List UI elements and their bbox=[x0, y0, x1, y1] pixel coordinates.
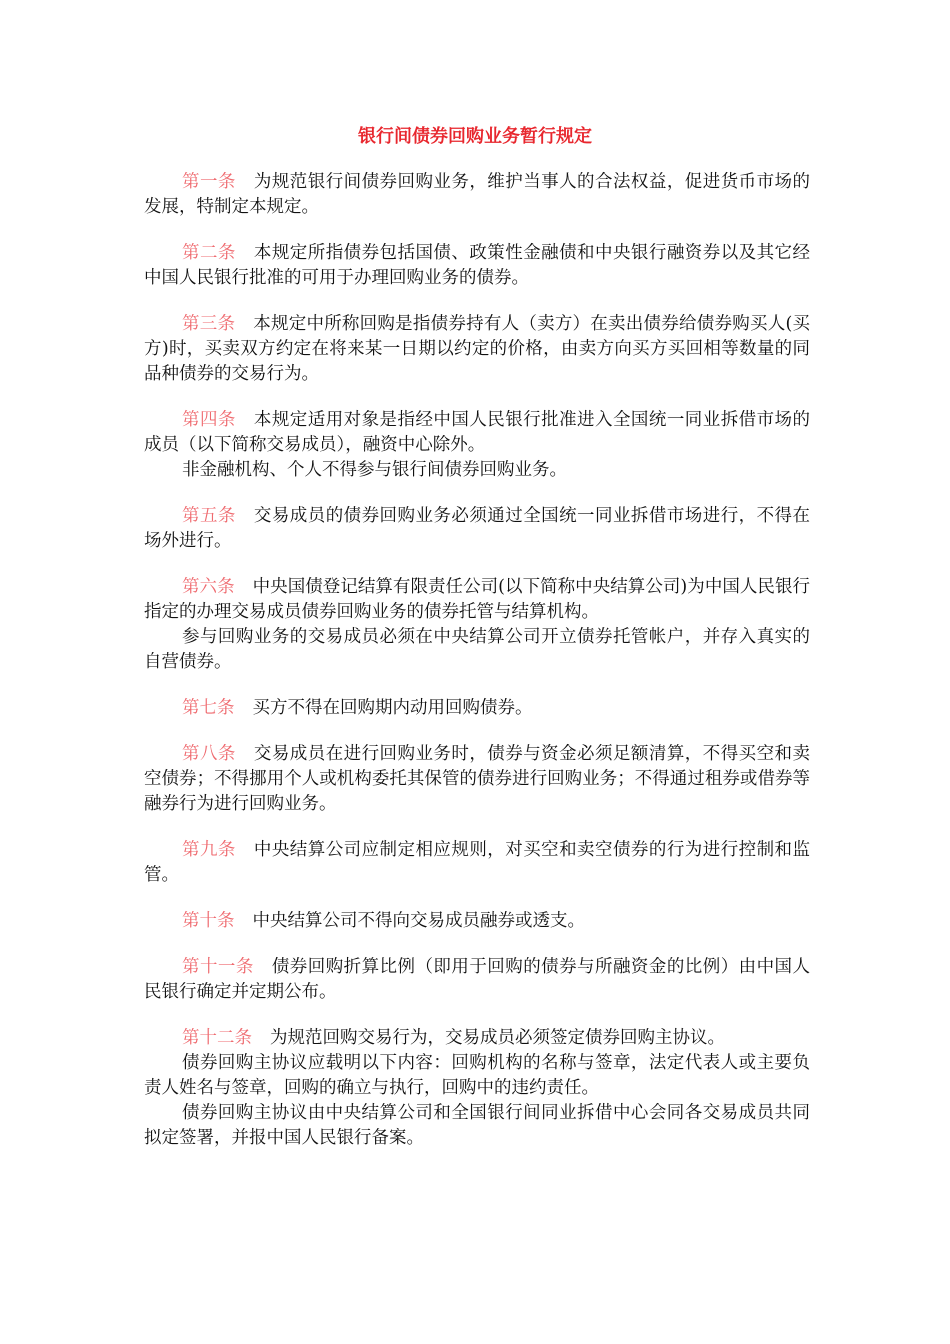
article bbox=[144, 312, 810, 387]
article-number: 第十一条 bbox=[182, 957, 254, 977]
article-paragraph bbox=[144, 1051, 810, 1101]
article-paragraph bbox=[144, 625, 810, 675]
article-paragraph bbox=[144, 1101, 810, 1151]
article-text: 交易成员在进行回购业务时，债券与资金必须足额清算，不得买空和卖空债券；不得挪用个人或机构委托其保管的债券进行回购业务；不得通过租券或借券等融券行为进行回购业务。 bbox=[144, 744, 811, 814]
article-number: 第三条 bbox=[182, 314, 236, 334]
article-text: 本规定所指债券包括国债、政策性金融债和中央银行融资券以及其它经中国人民银行批准的可用于办理回购业务的债券。 bbox=[144, 243, 811, 288]
article bbox=[144, 955, 810, 1005]
articles-container bbox=[144, 170, 810, 1172]
article-paragraph bbox=[144, 696, 810, 721]
article-text: 为规范回购交易行为，交易成员必须签定债券回购主协议。 bbox=[270, 1028, 725, 1048]
article-number: 第五条 bbox=[182, 506, 236, 526]
article-paragraph bbox=[144, 241, 810, 291]
article-text: 交易成员的债券回购业务必须通过全国统一同业拆借市场进行，不得在场外进行。 bbox=[144, 506, 811, 551]
article-paragraph bbox=[144, 458, 810, 483]
article bbox=[144, 504, 810, 554]
article-paragraph bbox=[144, 170, 810, 220]
article-text: 债券回购折算比例（即用于回购的债券与所融资金的比例）由中国人民银行确定并定期公布。 bbox=[144, 957, 811, 1002]
article-number: 第九条 bbox=[182, 840, 236, 860]
article bbox=[144, 1026, 810, 1151]
article-number: 第八条 bbox=[182, 744, 236, 764]
article-text: 参与回购业务的交易成员必须在中央结算公司开立债券托管帐户，并存入真实的自营债券。 bbox=[144, 627, 810, 672]
article-number: 第七条 bbox=[182, 698, 235, 718]
article-paragraph bbox=[144, 1026, 810, 1051]
article-text: 中央结算公司应制定相应规则，对买空和卖空债券的行为进行控制和监管。 bbox=[144, 840, 811, 885]
article-number: 第六条 bbox=[182, 577, 235, 597]
article bbox=[144, 241, 810, 291]
article bbox=[144, 696, 810, 721]
article-paragraph bbox=[144, 742, 810, 817]
article bbox=[144, 742, 810, 817]
article-paragraph bbox=[144, 408, 810, 458]
article-paragraph bbox=[144, 312, 810, 387]
article-text: 非金融机构、个人不得参与银行间债券回购业务。 bbox=[182, 460, 567, 480]
article-number: 第四条 bbox=[182, 410, 236, 430]
article-text: 本规定中所称回购是指债券持有人（卖方）在卖出债券给债券购买人(买方)时，买卖双方约定在将来某一日期以约定的价格，由卖方向买方买回相等数量的同品种债券的交易行为。 bbox=[144, 314, 811, 384]
article bbox=[144, 575, 810, 675]
document-title: 银行间债券回购业务暂行规定 bbox=[358, 126, 592, 147]
article-text: 债券回购主协议由中央结算公司和全国银行间同业拆借中心会同各交易成员共同拟定签署，并报中国人民银行备案。 bbox=[144, 1103, 810, 1148]
article-paragraph bbox=[144, 955, 810, 1005]
article-number: 第一条 bbox=[182, 172, 236, 192]
article-text: 为规范银行间债券回购业务，维护当事人的合法权益，促进货币市场的发展，特制定本规定。 bbox=[144, 172, 811, 217]
article bbox=[144, 838, 810, 888]
article bbox=[144, 909, 810, 934]
article-paragraph bbox=[144, 838, 810, 888]
article-text: 中央国债登记结算有限责任公司(以下简称中央结算公司)为中国人民银行指定的办理交易成员债券回购业务的债券托管与结算机构。 bbox=[144, 577, 811, 622]
article bbox=[144, 170, 810, 220]
article-number: 第十二条 bbox=[182, 1028, 252, 1048]
article-text: 买方不得在回购期内动用回购债券。 bbox=[252, 698, 533, 718]
article-paragraph bbox=[144, 909, 810, 934]
article-number: 第二条 bbox=[182, 243, 236, 263]
article-text: 本规定适用对象是指经中国人民银行批准进入全国统一同业拆借市场的成员（以下简称交易成员），融资中心除外。 bbox=[144, 410, 811, 455]
article bbox=[144, 408, 810, 483]
article-number: 第十条 bbox=[182, 911, 235, 931]
article-text: 中央结算公司不得向交易成员融券或透支。 bbox=[252, 911, 585, 931]
article-paragraph bbox=[144, 575, 810, 625]
article-text: 债券回购主协议应载明以下内容：回购机构的名称与签章，法定代表人或主要负责人姓名与签章，回购的确立与执行，回购中的违约责任。 bbox=[144, 1053, 810, 1098]
article-paragraph bbox=[144, 504, 810, 554]
